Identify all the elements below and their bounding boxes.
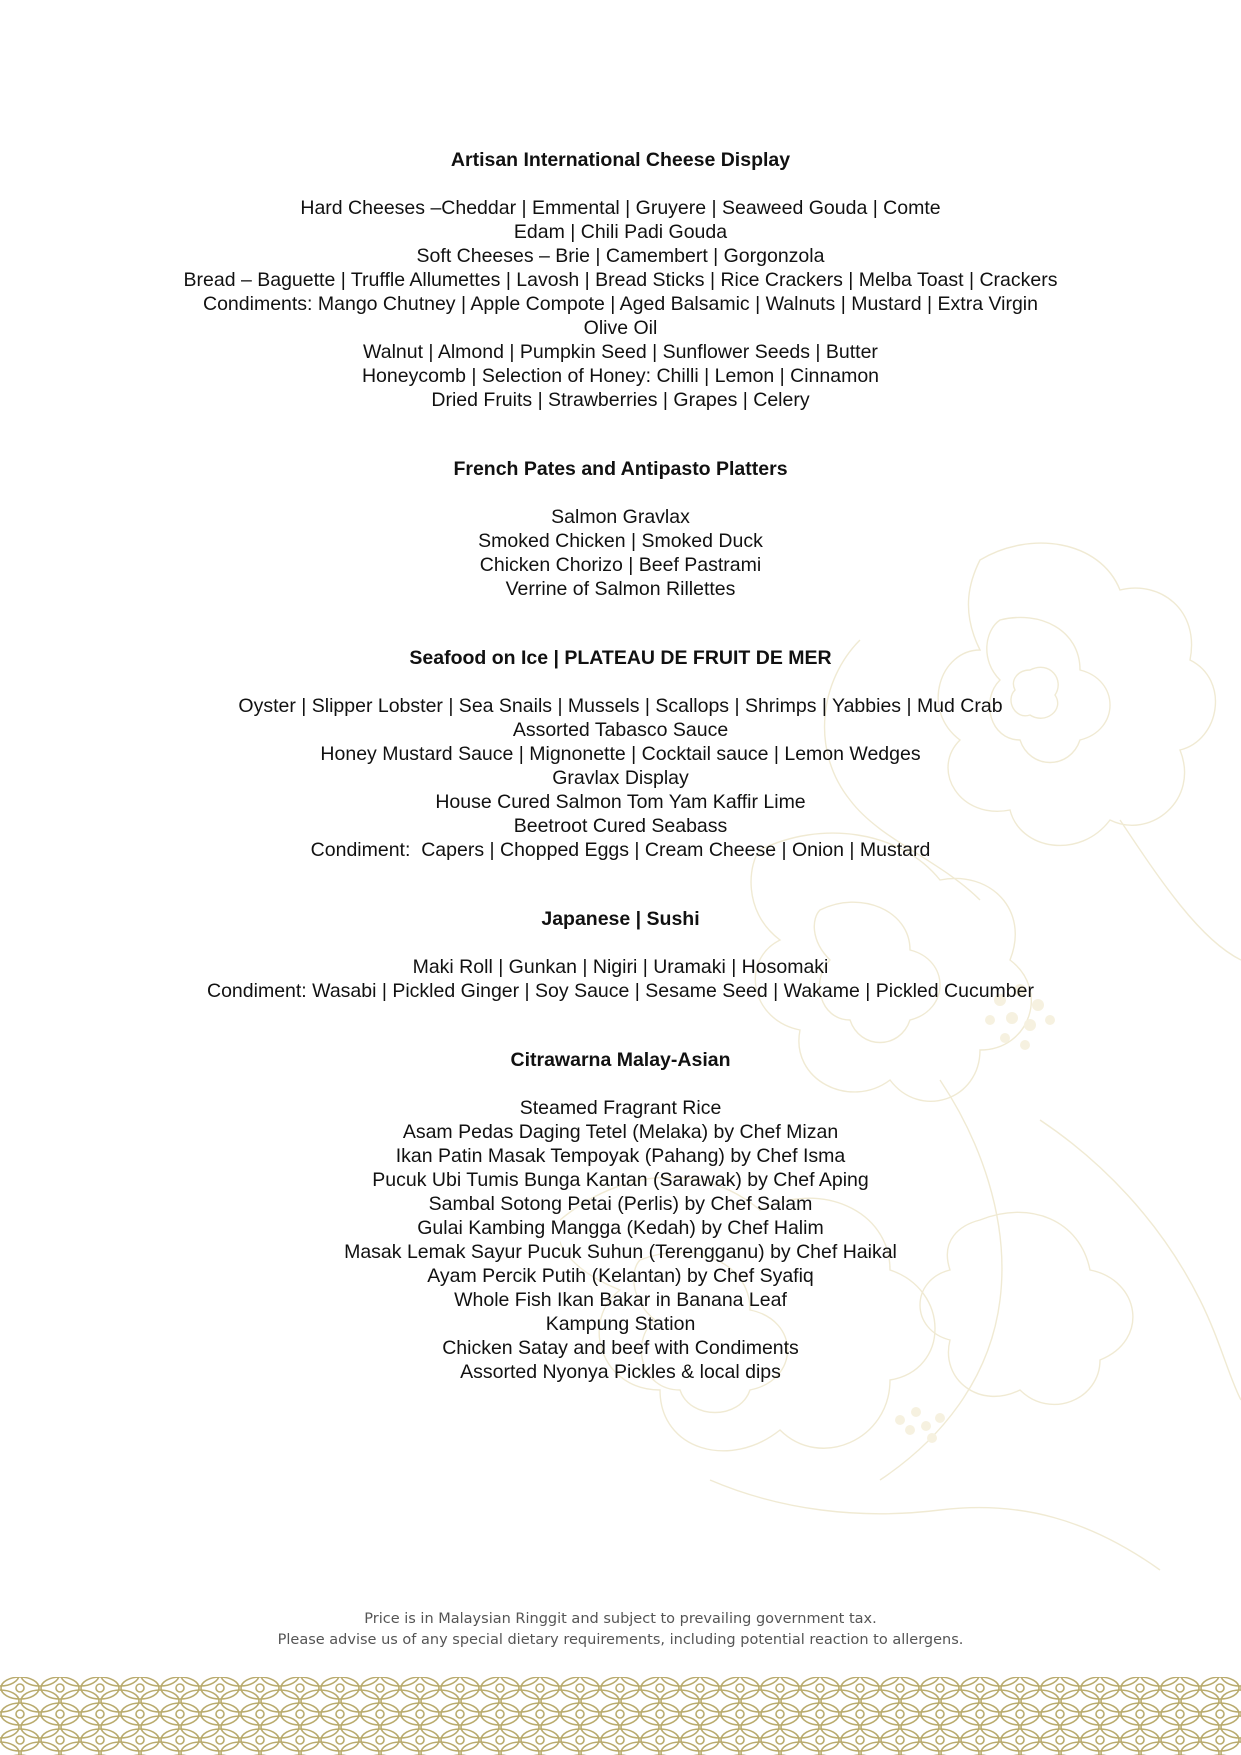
menu-line: Whole Fish Ikan Bakar in Banana Leaf bbox=[454, 1289, 787, 1311]
menu-line: Verrine of Salmon Rillettes bbox=[505, 578, 736, 600]
section-title: French Pates and Antipasto Platters bbox=[453, 458, 788, 480]
menu-line: Gravlax Display bbox=[552, 767, 689, 789]
menu-section-japanese bbox=[0, 907, 1241, 1003]
menu-line: Oyster | Slipper Lobster | Sea Snails | Mussels | Scallops | Shrimps | Yabbies | Mud Crab bbox=[238, 695, 1003, 717]
menu-line: Salmon Gravlax bbox=[551, 506, 690, 528]
menu-line: Honey Mustard Sauce | Mignonette | Cocktail sauce | Lemon Wedges bbox=[320, 743, 921, 765]
section-title: Seafood on Ice | PLATEAU DE FRUIT DE MER bbox=[409, 647, 832, 669]
menu-line: Smoked Chicken | Smoked Duck bbox=[478, 530, 763, 552]
menu-line: Ayam Percik Putih (Kelantan) by Chef Syafiq bbox=[427, 1265, 814, 1287]
menu-line: Condiment: Wasabi | Pickled Ginger | Soy Sauce | Sesame Seed | Wakame | Pickled Cucumber bbox=[207, 980, 1034, 1002]
menu-line: Condiment: Capers | Chopped Eggs | Cream Cheese | Onion | Mustard bbox=[310, 839, 931, 861]
menu-line: Steamed Fragrant Rice bbox=[519, 1097, 722, 1119]
footer-allergen-note: Please advise us of any special dietary requirements, including potential reaction to allergens. bbox=[277, 1632, 964, 1648]
menu-line: House Cured Salmon Tom Yam Kaffir Lime bbox=[435, 791, 806, 813]
menu-section-seafood bbox=[0, 646, 1241, 862]
menu-line: Gulai Kambing Mangga (Kedah) by Chef Halim bbox=[417, 1217, 824, 1239]
menu-line: Asam Pedas Daging Tetel (Melaka) by Chef Mizan bbox=[402, 1121, 839, 1143]
menu-section-pates bbox=[0, 457, 1241, 601]
menu-line: Beetroot Cured Seabass bbox=[513, 815, 728, 837]
menu-line: Walnut | Almond | Pumpkin Seed | Sunflower Seeds | Butter bbox=[363, 341, 878, 363]
gold-pattern-border bbox=[0, 1675, 1241, 1755]
menu-section-malay-asian bbox=[0, 1048, 1241, 1384]
menu-line: Hard Cheeses –Cheddar | Emmental | Gruyere | Seaweed Gouda | Comte bbox=[300, 197, 941, 219]
menu-line: Kampung Station bbox=[545, 1313, 696, 1335]
menu-line: Soft Cheeses – Brie | Camembert | Gorgonzola bbox=[416, 245, 825, 267]
menu-line: Masak Lemak Sayur Pucuk Suhun (Terengganu) by Chef Haikal bbox=[344, 1241, 897, 1263]
footer-notes bbox=[0, 1609, 1241, 1651]
menu-line: Olive Oil bbox=[583, 317, 658, 339]
menu-line: Pucuk Ubi Tumis Bunga Kantan (Sarawak) by Chef Aping bbox=[372, 1169, 869, 1191]
menu-line: Edam | Chili Padi Gouda bbox=[513, 221, 728, 243]
section-title: Japanese | Sushi bbox=[541, 908, 700, 930]
menu-line: Honeycomb | Selection of Honey: Chilli | Lemon | Cinnamon bbox=[361, 365, 880, 387]
menu-line: Assorted Nyonya Pickles & local dips bbox=[460, 1361, 781, 1383]
section-title: Artisan International Cheese Display bbox=[450, 149, 791, 171]
menu-section-cheese bbox=[0, 148, 1241, 412]
menu-line: Chicken Satay and beef with Condiments bbox=[442, 1337, 799, 1359]
menu-line: Dried Fruits | Strawberries | Grapes | Celery bbox=[431, 389, 810, 411]
menu-line: Bread – Baguette | Truffle Allumettes | Lavosh | Bread Sticks | Rice Crackers | Melba Toast | Crackers bbox=[183, 269, 1058, 291]
menu-line: Sambal Sotong Petai (Perlis) by Chef Salam bbox=[428, 1193, 813, 1215]
menu-line: Maki Roll | Gunkan | Nigiri | Uramaki | Hosomaki bbox=[412, 956, 829, 978]
menu-line: Assorted Tabasco Sauce bbox=[512, 719, 729, 741]
footer-price-note: Price is in Malaysian Ringgit and subject to prevailing government tax. bbox=[364, 1611, 877, 1627]
section-title: Citrawarna Malay-Asian bbox=[510, 1049, 731, 1071]
menu-line: Ikan Patin Masak Tempoyak (Pahang) by Chef Isma bbox=[395, 1145, 846, 1167]
menu-content bbox=[0, 148, 1241, 1429]
menu-line: Chicken Chorizo | Beef Pastrami bbox=[479, 554, 762, 576]
menu-line: Condiments: Mango Chutney | Apple Compote | Aged Balsamic | Walnuts | Mustard | Extra Virgin bbox=[203, 293, 1038, 315]
